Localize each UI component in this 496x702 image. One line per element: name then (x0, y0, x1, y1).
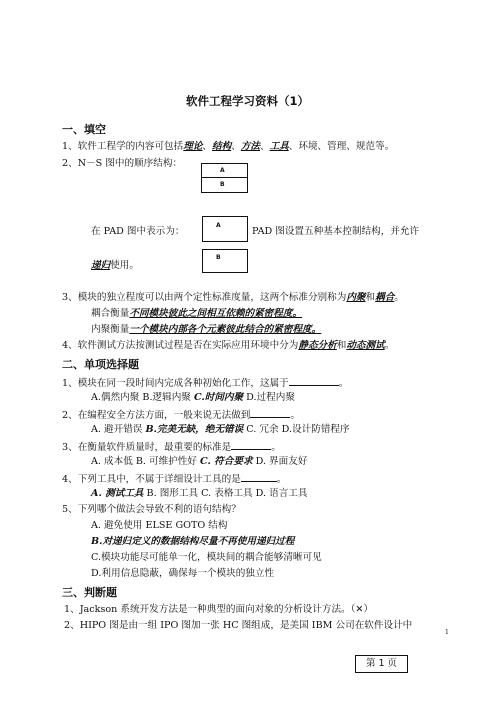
question-2-5: 5、下列哪个做法会导致不利的语句结构？ (62, 504, 241, 515)
question-2-1: 1、模块在同一段时间内完成各种初始化工作，这属于 。 (62, 378, 349, 389)
question-2-5-option-b: B.对递归定义的数据结构尽量不再使用递归过程 (91, 536, 295, 547)
pad-block-b (202, 249, 248, 273)
question-2-4-options: A. 测试工具 B. 图形工具 C. 表格工具 D. 语言工具 (91, 488, 308, 499)
cohesion-definition: 内聚衡量一个模块内部各个元素彼此结合的紧密程度。 (91, 324, 322, 335)
page-number-small: 1 (445, 629, 449, 636)
section-heading-fill-blank: 一、填空 (62, 123, 106, 136)
question-1-4: 4、软件测试方法按测试过程是否在实际应用环境中分为静态分析和动态测试。 (62, 340, 395, 351)
pad-intro: 在 PAD 图中表示为： (91, 226, 185, 237)
question-3-2: 2、HIPO 图是由一组 IPO 图加一张 HC 图组成，是美国 IBM 公司在软件设计中 (64, 620, 413, 631)
pad-block-a (202, 216, 248, 242)
question-2-4: 4、下列工具中，不属于详细设计工具的是 。 (62, 474, 287, 485)
question-1-1: 1、软件工程学的内容可包括理论、结构、方法、工具、环境、管理、规范等。 (62, 141, 395, 152)
question-2-1-options: A.偶然内聚 B.逻辑内聚 C.时间内聚 D.过程内聚 (91, 392, 295, 403)
page-number-box: 第 1 页 (355, 655, 408, 673)
question-2-2-options: A. 避开错误 B.完美无缺，绝无错误 C. 冗余 D.设计防错程序 (91, 424, 350, 435)
ns-label-b: B (220, 181, 225, 188)
pad-description: PAD 图设置五种基本控制结构，并允许 (252, 226, 420, 237)
coupling-definition: 耦合衡量不同模块彼此之间相互依赖的紧密程度。 (91, 308, 303, 319)
pad-label-b: B (216, 254, 221, 261)
question-3-1: 1、Jackson 系统开发方法是一种典型的面向对象的分析设计方法。（✕） (64, 604, 374, 615)
page-title: 软件工程学习资料（1） (186, 94, 310, 108)
question-2-3-options: A. 成本低 B. 可维护性好 C. 符合要求 D. 界面友好 (91, 456, 308, 467)
section-heading-choice: 二、单项选择题 (62, 358, 139, 371)
question-1-2: 2、N－S 图中的顺序结构： (62, 158, 183, 169)
pad-label-a: A (216, 222, 221, 229)
question-2-5-option-d: D.利用信息隐蔽，确保每一个模块的独立性 (91, 568, 275, 579)
question-2-5-option-c: C.模块功能尽可能单一化，模块间的耦合能够清晰可见 (91, 552, 322, 563)
section-heading-true-false: 三、判断题 (62, 586, 117, 599)
question-2-2: 2、在编程安全方法方面，一般来说无法做到 。 (62, 410, 300, 421)
question-2-3: 3、在衡量软件质量时，最重要的标准是 。 (62, 442, 281, 453)
pad-answer-line: 递归使用。 (91, 260, 139, 271)
question-1-3: 3、模块的独立程度可以由两个定性标准度量，这两个标准分别称为内聚和耦合。 (62, 292, 404, 303)
ns-label-a: A (220, 167, 225, 174)
question-2-5-option-a: A. 避免使用 ELSE GOTO 结构 (91, 520, 228, 531)
